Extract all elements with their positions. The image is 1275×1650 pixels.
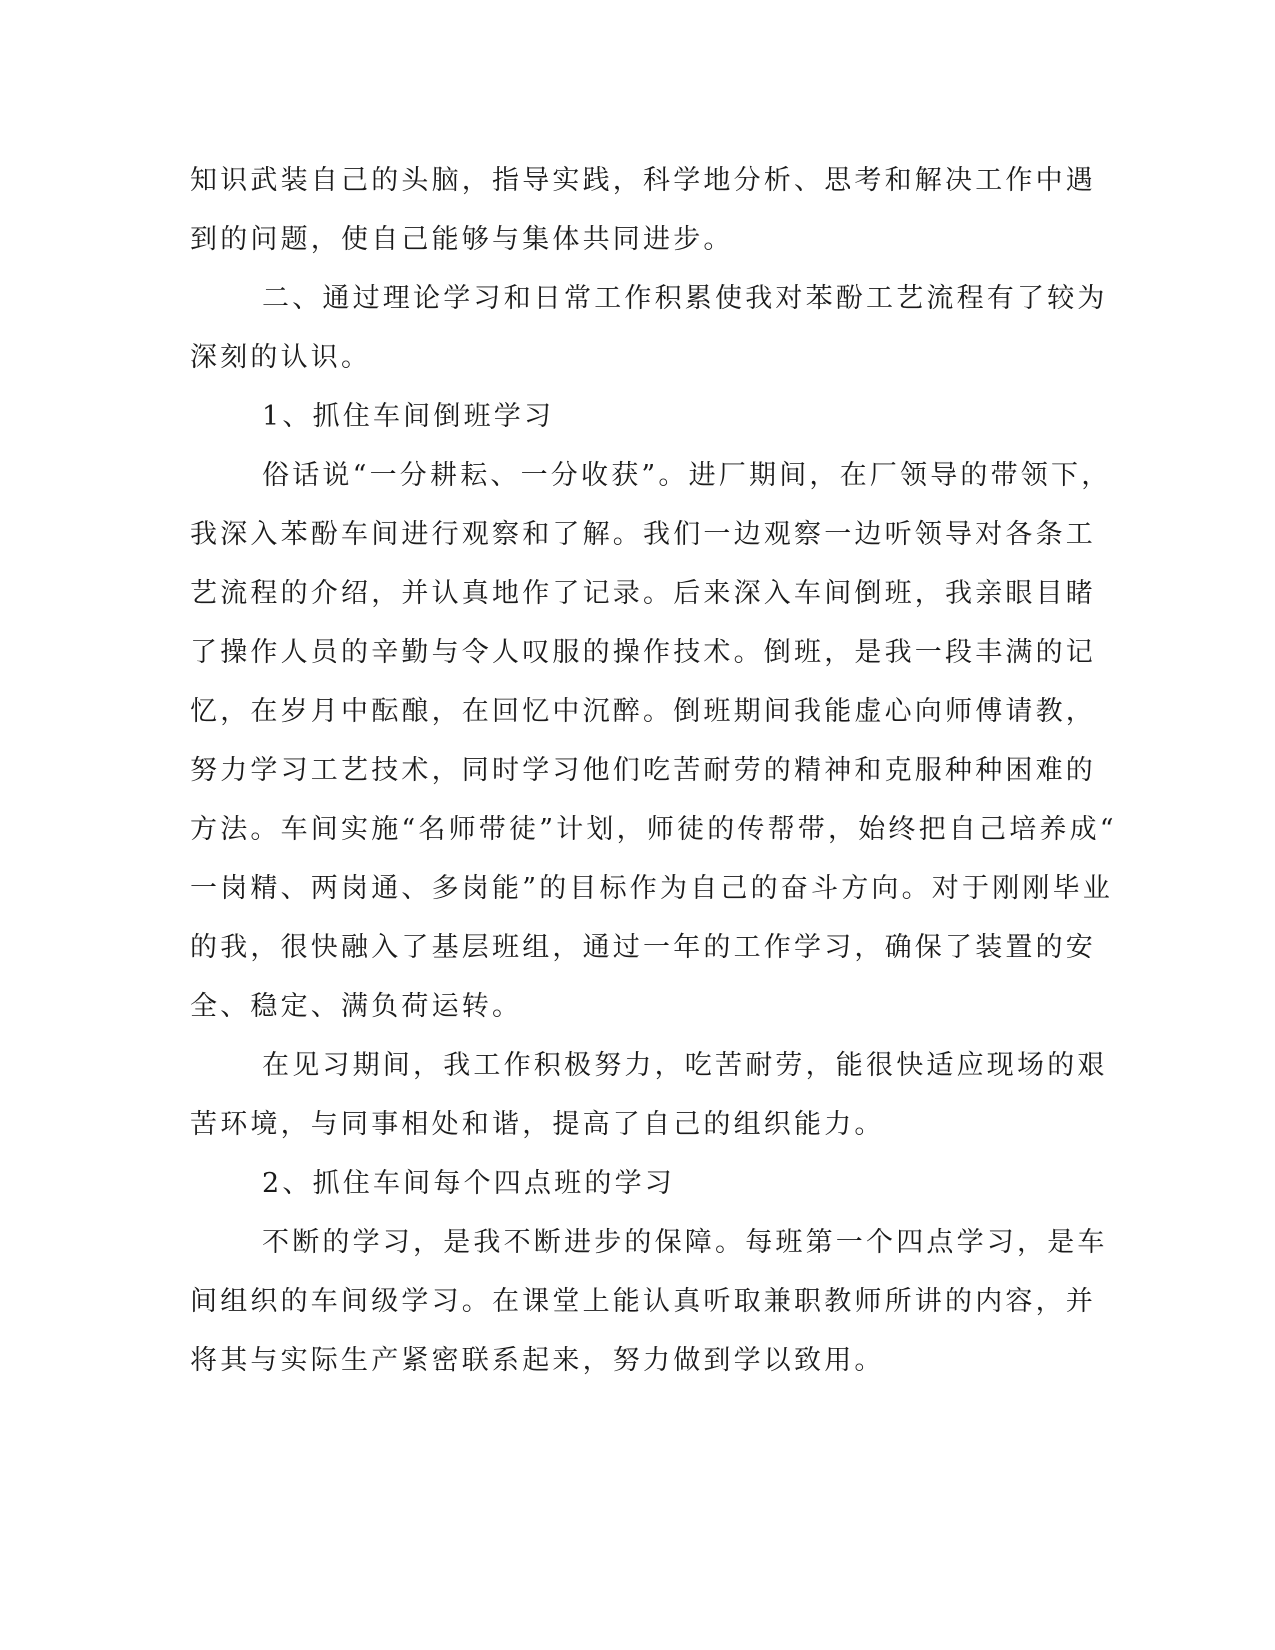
text-line: 忆，在岁月中酝酿，在回忆中沉醉。倒班期间我能虚心向师傅请教， <box>190 696 1096 727</box>
subsection-heading: 1、抓住车间倒班学习 <box>262 401 555 432</box>
text-line: 不断的学习，是我不断进步的保障。每班第一个四点学习，是车 <box>262 1227 1108 1258</box>
text-line: 方法。车间实施“名师带徒”计划，师徒的传帮带，始终把自己培养成“ <box>190 814 1117 845</box>
text-line: 的我，很快融入了基层班组，通过一年的工作学习，确保了装置的安 <box>190 932 1096 963</box>
text-line: 全、稳定、满负荷运转。 <box>190 991 523 1022</box>
text-line: 到的问题，使自己能够与集体共同进步。 <box>190 224 734 255</box>
text-line: 艺流程的介绍，并认真地作了记录。后来深入车间倒班，我亲眼目睹 <box>190 578 1096 609</box>
text-line: 努力学习工艺技术，同时学习他们吃苦耐劳的精神和克服种种困难的 <box>190 755 1096 786</box>
text-line: 将其与实际生产紧密联系起来，努力做到学以致用。 <box>190 1345 885 1376</box>
text-line: 苦环境，与同事相处和谐，提高了自己的组织能力。 <box>190 1109 885 1140</box>
text-line: 深刻的认识。 <box>190 342 372 373</box>
text-line: 知识武装自己的头脑，指导实践，科学地分析、思考和解决工作中遇 <box>190 165 1096 196</box>
text-line: 在见习期间，我工作积极努力，吃苦耐劳，能很快适应现场的艰 <box>262 1050 1108 1081</box>
text-line: 一岗精、两岗通、多岗能”的目标作为自己的奋斗方向。对于刚刚毕业 <box>190 873 1114 904</box>
subsection-heading: 2、抓住车间每个四点班的学习 <box>262 1168 675 1199</box>
text-line: 了操作人员的辛勤与令人叹服的操作技术。倒班，是我一段丰满的记 <box>190 637 1096 668</box>
text-line: 俗话说“一分耕耘、一分收获”。进厂期间，在厂领导的带领下， <box>262 460 1112 491</box>
text-line: 间组织的车间级学习。在课堂上能认真听取兼职教师所讲的内容，并 <box>190 1286 1096 1317</box>
section-heading: 二、通过理论学习和日常工作积累使我对苯酚工艺流程有了较为 <box>262 283 1108 314</box>
text-line: 我深入苯酚车间进行观察和了解。我们一边观察一边听领导对各条工 <box>190 519 1096 550</box>
